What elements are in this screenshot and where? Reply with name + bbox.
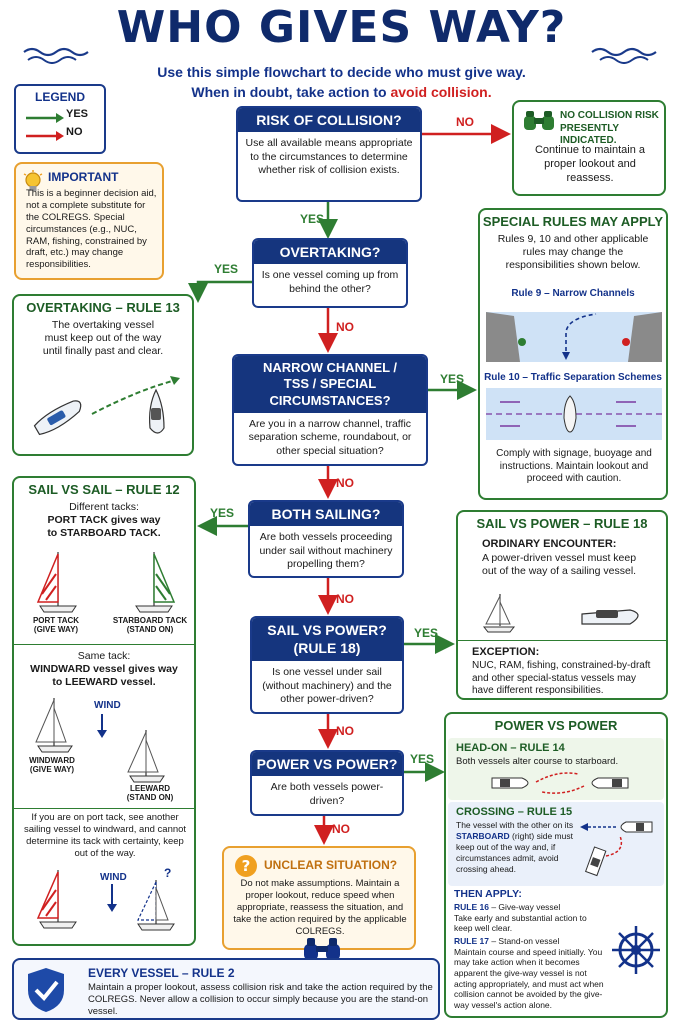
special-rules-box (478, 208, 668, 500)
then-apply-title: THEN APPLY: (454, 888, 522, 900)
node-risk-title: RISK OF COLLISION? (238, 108, 420, 132)
important-text: This is a beginner decision aid, not a complete substitute for the COLREGS. Special circumstances (e.g., NUC, RAM, fishing, constrained by draft, etc.) may change responsibilities. (26, 188, 157, 271)
node-narrow-body: Are you in a narrow channel, traffic separation scheme, roundabout, or other special situation? (248, 417, 412, 458)
power-vs-power-box (444, 712, 668, 1018)
no-risk-body: Continue to maintain a proper lookout and reassess. (534, 144, 646, 184)
power-vs-power-title: POWER VS POWER (494, 718, 618, 733)
label-yes-powerpower: YES (410, 752, 435, 766)
sail-vs-power-title: SAIL VS POWER – RULE 18 (476, 516, 648, 531)
label-yes-narrow: YES (440, 372, 465, 386)
special-rules-title: SPECIAL RULES MAY APPLY (482, 214, 664, 229)
leeward-label: LEEWARD (STAND ON) (126, 784, 174, 802)
important-title: IMPORTANT (48, 170, 119, 184)
label-no-risk: NO (456, 115, 474, 129)
legend-no: NO (66, 126, 83, 138)
rule16-block: RULE 16 – Give-way vessel Take early and substantial action to keep well clear. (454, 902, 587, 934)
node-narrow-channel (232, 354, 428, 466)
node-powerpower-title: POWER VS POWER? (252, 752, 402, 776)
crossing-title: CROSSING – RULE 15 (456, 806, 573, 818)
ships-wheel-icon (610, 924, 662, 976)
question-icon (234, 854, 258, 878)
sail-power-boats-illustration (478, 592, 658, 636)
node-power-vs-power (250, 750, 404, 816)
node-powerpower-body: Are both vessels power-driven? (270, 781, 384, 807)
label-yes-sailing: YES (210, 506, 235, 520)
same-tack-title: Same tack: (77, 650, 131, 662)
crossing-section (448, 802, 664, 886)
wind-label: WIND (94, 700, 121, 711)
different-tacks-title: Different tacks: (69, 501, 139, 513)
question-mark: ? (164, 866, 172, 880)
overtaking-rule-body: The overtaking vessel must keep out of the way until finally past and clear. (42, 319, 164, 358)
label-no-narrow: NO (336, 476, 354, 490)
label-no-powerpower: NO (332, 822, 350, 836)
narrow-channel-illustration (486, 302, 662, 366)
divider (14, 808, 194, 809)
label-yes-overtaking: YES (214, 262, 239, 276)
unclear-body: Do not make assumptions. Maintain a proper lookout, reduce speed when appropriate, reassess the situation, and take the action required by the applicable COLREGS. (233, 878, 407, 937)
unclear-situation-box (222, 846, 416, 950)
node-overtaking-body: Is one vessel coming up from behind the other? (261, 269, 399, 295)
node-sailing-title: BOTH SAILING? (250, 502, 402, 526)
unclear-title: UNCLEAR SITUATION? (264, 858, 398, 872)
special-rules-footer: Comply with signage, buoyage and instructions. Maintain lookout and proceed with caution. (496, 448, 652, 484)
port-tack-label: PORT TACK (GIVE WAY) (32, 616, 80, 634)
crossing-body: The vessel with the other on its STARBOARD (right) side must keep out of the way and, if circumstances admit, avoid crossing ahead. (456, 820, 574, 875)
every-vessel-body: Maintain a proper lookout, assess collision risk and take the action required by the COLREGS. Never allow a collision to occur simply because you are the stand-on vessel. (88, 982, 433, 1017)
overtaking-rule-title: OVERTAKING – RULE 13 (26, 300, 180, 315)
node-sailpower-body: Is one vessel under sail (without machinery) and the other power-driven? (262, 666, 392, 706)
different-tacks-body: PORT TACK gives way to STARBOARD TACK. (47, 514, 161, 540)
subtitle: Use this simple flowchart to decide who must give way. (157, 64, 526, 80)
starboard-tack-label: STARBOARD TACK (STAND ON) (112, 616, 188, 634)
no-risk-title: NO COLLISION RISK PRESENTLY INDICATED. (560, 110, 659, 146)
tss-illustration (486, 388, 662, 440)
head-on-body: Both vessels alter course to starboard. (456, 756, 619, 767)
label-yes-sailpower: YES (414, 626, 439, 640)
overtaking-rule-13-box (12, 294, 194, 456)
subtitle-warning: When in doubt, take action to avoid collision. (191, 84, 492, 100)
node-narrow-title: NARROW CHANNEL / TSS / SPECIAL CIRCUMSTANCES? (234, 356, 426, 413)
label-no-overtaking: NO (336, 320, 354, 334)
label-yes-risk: YES (300, 212, 325, 226)
sail-vs-power-box (456, 510, 668, 700)
divider (14, 644, 194, 645)
svg-text:?: ? (241, 857, 251, 875)
exception-title: EXCEPTION: (472, 646, 540, 658)
binoculars-icon (522, 110, 556, 132)
same-tack-body: WINDWARD vessel gives way to LEEWARD vessel. (30, 663, 178, 689)
sail-vs-sail-title: SAIL VS SAIL – RULE 12 (28, 482, 180, 497)
head-on-illustration (478, 768, 658, 798)
node-sailing-body: Are both vessels proceeding under sail without machinery propelling them? (259, 531, 393, 571)
legend-yes: YES (66, 108, 89, 120)
node-risk-of-collision (236, 106, 422, 202)
ordinary-encounter-body: A power-driven vessel must keep out of the way of a sailing vessel. (482, 552, 637, 578)
rule10-label: Rule 10 – Traffic Separation Schemes (484, 372, 662, 383)
node-risk-body: Use all available means appropriate to the circumstances to determine whether risk of collision exists. (245, 137, 413, 177)
node-sail-vs-power (250, 616, 404, 714)
rule9-label: Rule 9 – Narrow Channels (511, 288, 635, 299)
windward-label: WINDWARD (GIVE WAY) (29, 756, 75, 774)
crossing-illustration (576, 808, 664, 884)
node-overtaking-title: OVERTAKING? (254, 240, 406, 264)
exception-body: NUC, RAM, fishing, constrained-by-draft and other special-status vessels may have different responsibilities. (472, 660, 651, 696)
label-no-sailpower: NO (336, 724, 354, 738)
head-on-section (448, 738, 664, 800)
every-vessel-title: EVERY VESSEL – RULE 2 (88, 966, 235, 980)
special-rules-body: Rules 9, 10 and other applicable rules may change the responsibilities shown below. (497, 233, 649, 272)
page-title: WHO GIVES WAY? (116, 2, 567, 53)
head-on-title: HEAD-ON – RULE 14 (456, 742, 565, 754)
no-collision-risk-box (512, 100, 666, 196)
ordinary-encounter-title: ORDINARY ENCOUNTER: (482, 538, 617, 550)
sail-vs-sail-box (12, 476, 196, 946)
overtaking-boats-illustration (28, 376, 188, 452)
wind-label: WIND (100, 872, 127, 883)
port-tack-note: If you are on port tack, see another sailing vessel to windward, and cannot determine its tack with certainty, keep out of the way. (23, 812, 187, 859)
label-no-sailing: NO (336, 592, 354, 606)
tack-sailboats-illustration (28, 550, 188, 616)
shield-check-icon (24, 966, 68, 1014)
node-overtaking (252, 238, 408, 308)
rule17-block: RULE 17 – Stand-on vessel Maintain course and speed initially. You may take action when it becomes apparent the give-way vessel is not acting appropriately, and must act when collision cannot be avoided by the give-way vessel's action alone. (454, 936, 604, 1010)
node-both-sailing (248, 500, 404, 578)
legend-title: LEGEND (34, 90, 85, 104)
every-vessel-box (12, 958, 440, 1020)
divider (458, 640, 666, 641)
node-sailpower-title: SAIL VS POWER? (RULE 18) (252, 618, 402, 661)
